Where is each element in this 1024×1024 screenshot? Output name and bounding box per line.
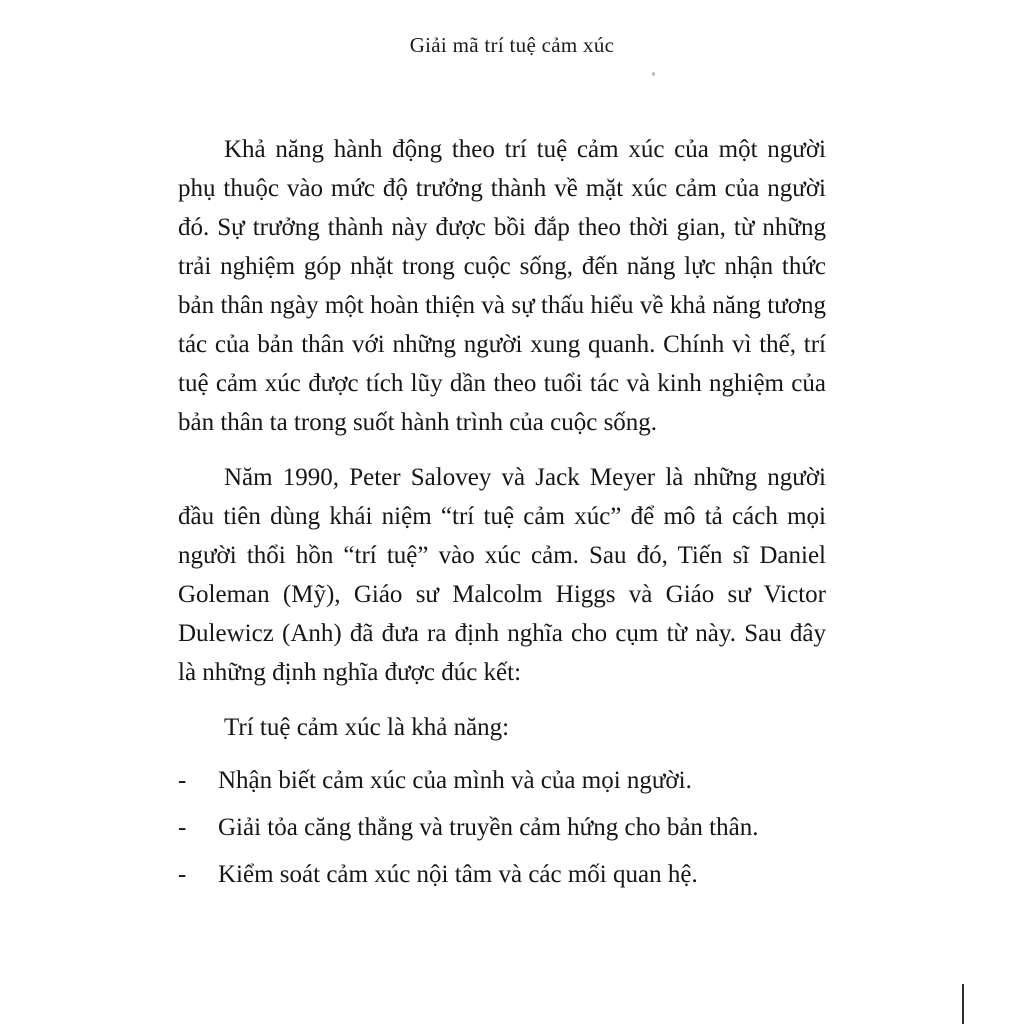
list-item bbox=[178, 761, 826, 800]
paragraph-2: Năm 1990, Peter Salovey và Jack Meyer là những người đầu tiên dùng khái niệm “trí tuệ cảm xúc” để mô tả cách mọi người thổi hồn “trí tuệ” vào xúc cảm. Sau đó, Tiến sĩ Daniel Goleman (Mỹ), Giáo sư Malcolm Higgs và Giáo sư Victor Dulewicz (Anh) đã đưa ra định nghĩa cho cụm từ này. Sau đây là những định nghĩa được đúc kết: bbox=[178, 464, 826, 686]
bullet-dash-icon: - bbox=[178, 861, 187, 888]
list-item-text: Kiểm soát cảm xúc nội tâm và các mối quan hệ. bbox=[218, 861, 698, 888]
list-item-text: Nhận biết cảm xúc của mình và của mọi người. bbox=[218, 767, 692, 794]
list-lead-in: Trí tuệ cảm xúc là khả năng: bbox=[224, 714, 510, 741]
page-edge-line bbox=[962, 984, 964, 1024]
list-item-text: Giải tỏa căng thẳng và truyền cảm hứng cho bản thân. bbox=[218, 814, 759, 841]
running-head-title: Giải mã trí tuệ cảm xúc bbox=[409, 33, 615, 57]
bullet-dash-icon: - bbox=[178, 767, 187, 794]
scan-artifact-dot bbox=[652, 72, 655, 76]
list-item bbox=[178, 808, 826, 847]
paragraph-1: Khả năng hành động theo trí tuệ cảm xúc của một người phụ thuộc vào mức độ trưởng thành về mặt xúc cảm của người đó. Sự trưởng thành này được bồi đắp theo thời gian, từ những trải nghiệm góp nhặt trong cuộc sống, đến năng lực nhận thức bản thân ngày một hoàn thiện và sự thấu hiểu về khả năng tương tác của bản thân với những người xung quanh. Chính vì thế, trí tuệ cảm xúc được tích lũy dần theo tuổi tác và kinh nghiệm của bản thân ta trong suốt hành trình của cuộc sống. bbox=[178, 136, 826, 436]
bullet-dash-icon: - bbox=[178, 814, 187, 841]
page-content bbox=[178, 130, 826, 902]
list-item bbox=[178, 855, 826, 894]
